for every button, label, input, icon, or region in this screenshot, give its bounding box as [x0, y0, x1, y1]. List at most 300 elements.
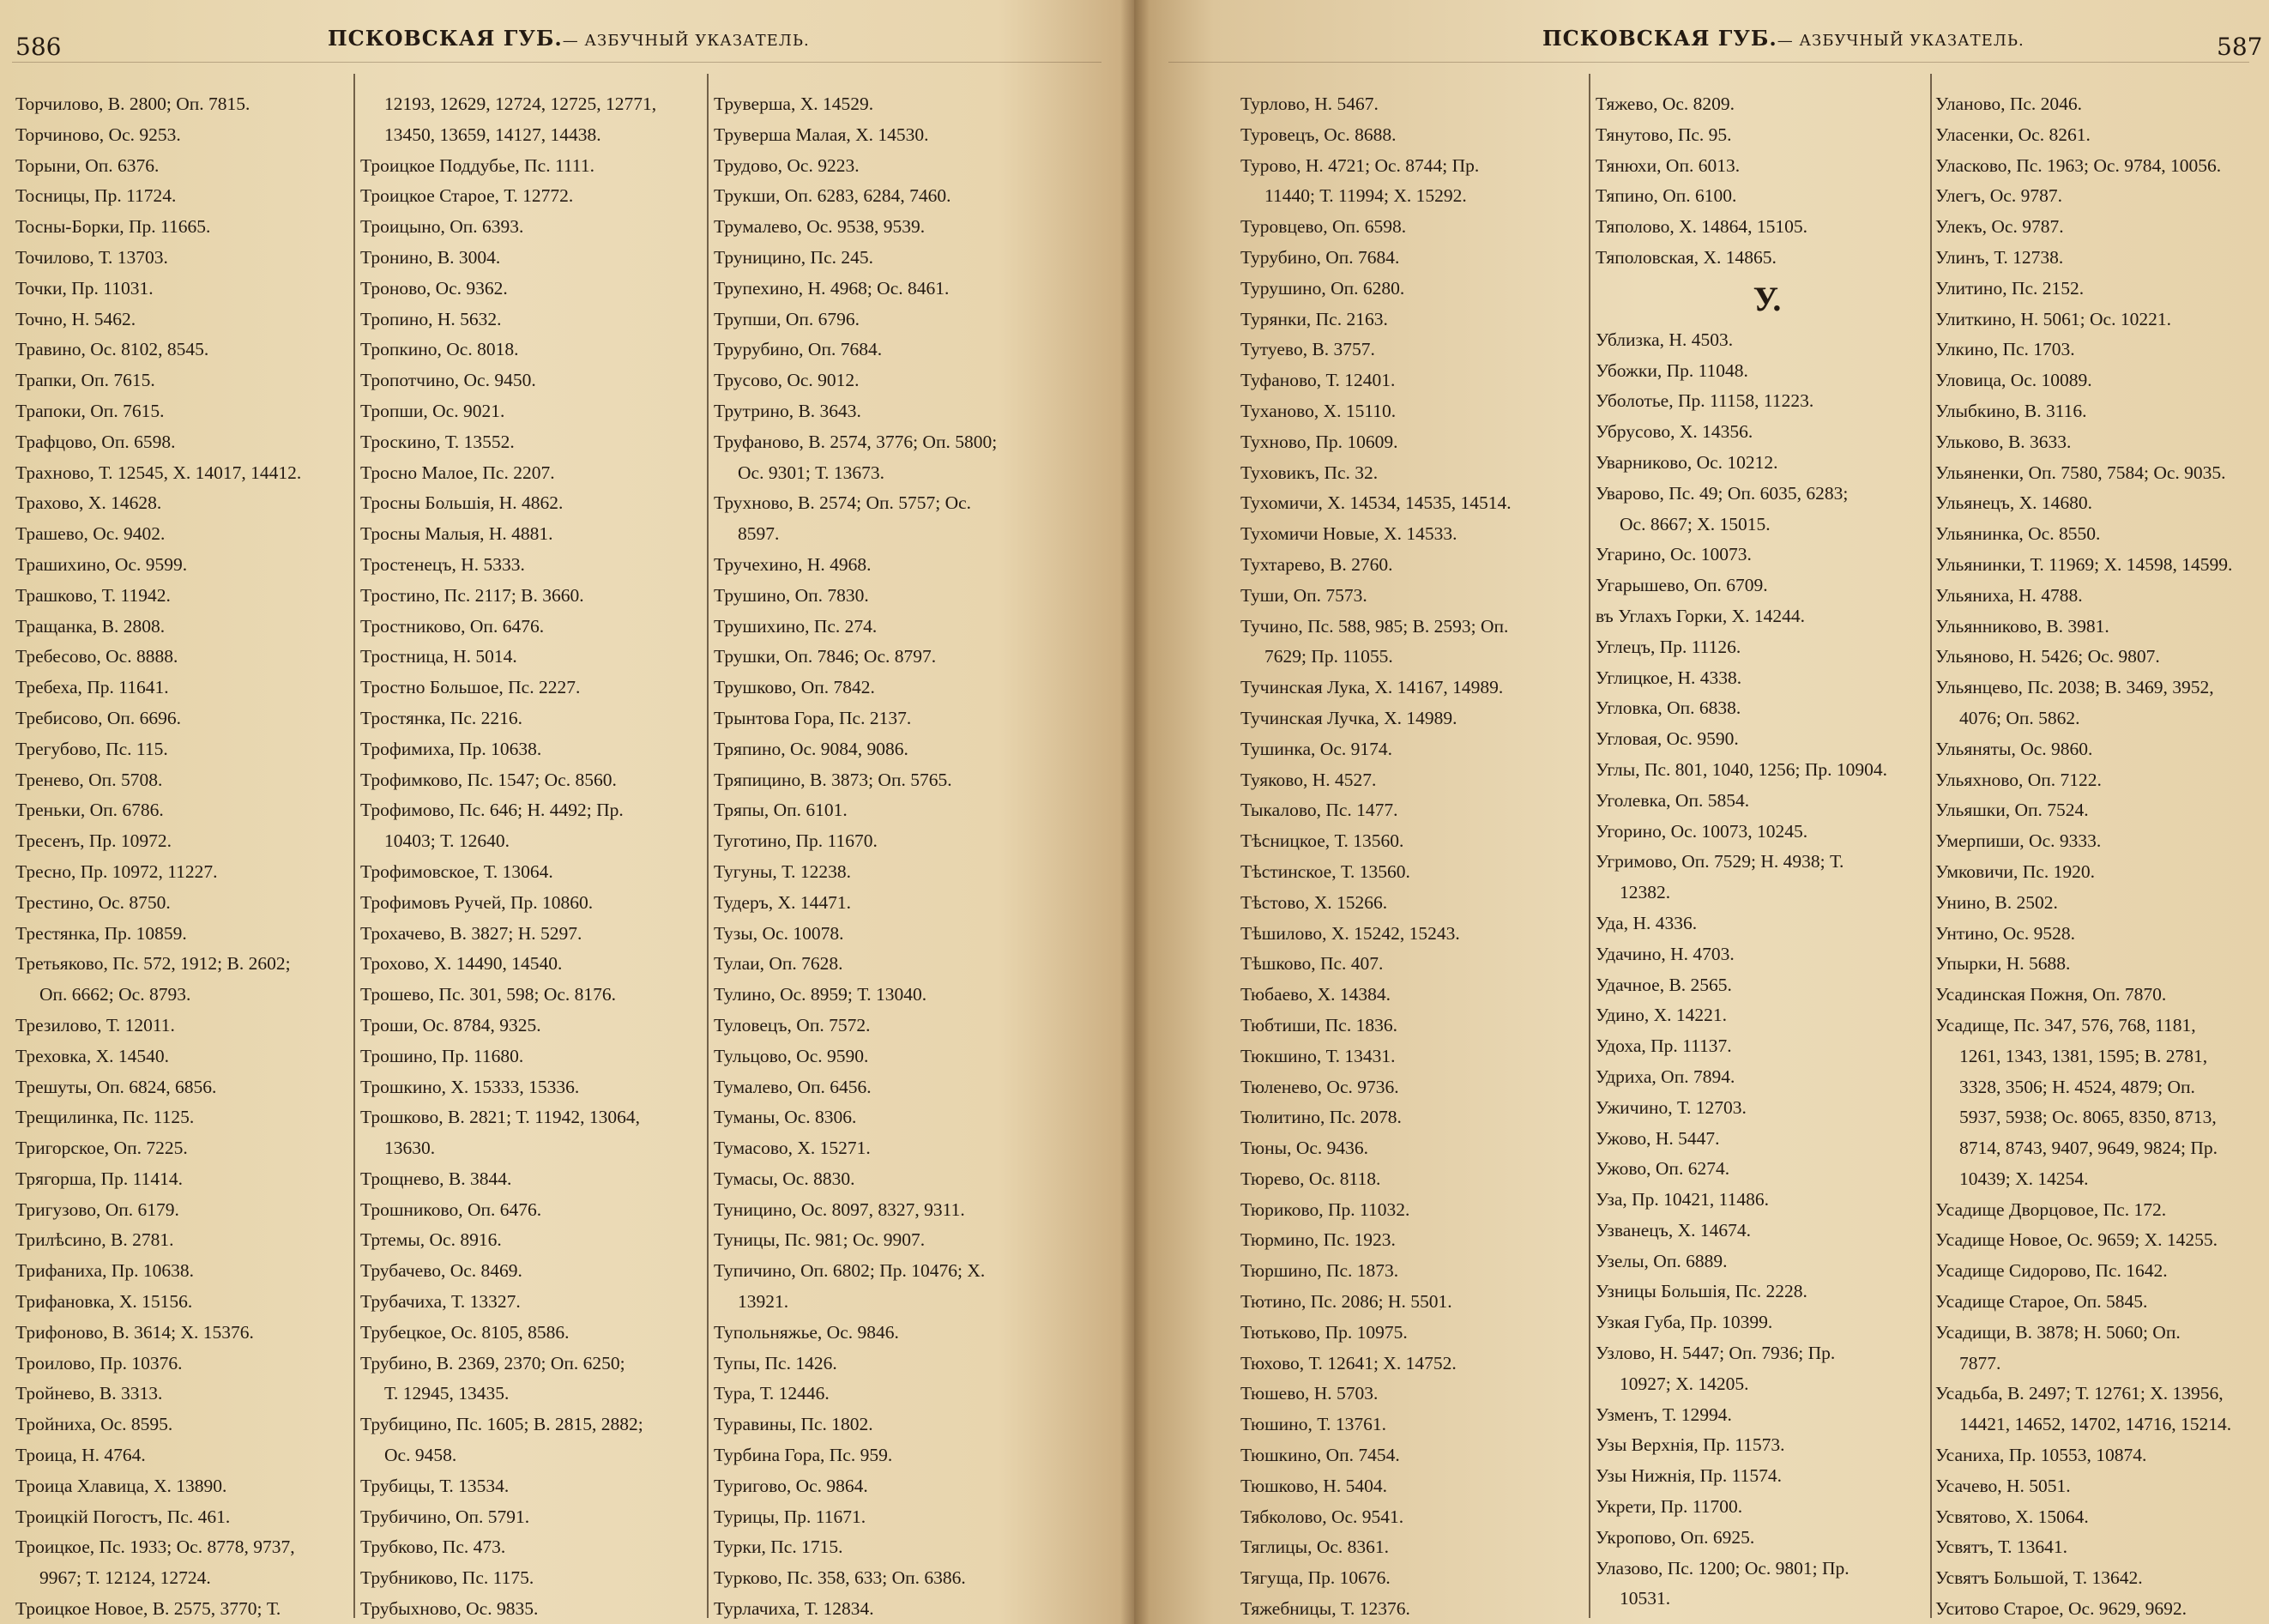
index-entry: Уголевка, Оп. 5854.	[1596, 789, 1750, 811]
index-entry: Турлачиха, Т. 12834.	[714, 1598, 874, 1620]
index-entry: Туяково, Н. 4527.	[1240, 769, 1377, 790]
index-entry: Узлово, Н. 5447; Оп. 7936; Пр.	[1596, 1343, 1836, 1364]
index-entry: Трифоново, В. 3614; Х. 15376.	[15, 1321, 254, 1343]
index-entry: Труницино, Пс. 245.	[714, 246, 874, 268]
index-entry: Усачево, Н. 5051.	[1935, 1475, 2071, 1496]
index-entry: Тяжево, Ос. 8209.	[1596, 94, 1735, 114]
index-entry: Улинъ, Т. 12738.	[1935, 246, 2064, 268]
index-entry: Тресенъ, Пр. 10972.	[15, 830, 172, 852]
index-entry: Трегубово, Пс. 115.	[15, 738, 168, 759]
index-entry: Турково, Пс. 358, 633; Оп. 6386.	[714, 1567, 966, 1589]
index-entry: Тюшево, Н. 5703.	[1240, 1383, 1379, 1404]
index-entry: Трапки, Оп. 7615.	[15, 370, 155, 391]
index-entry-continuation: 10927; Х. 14205.	[1620, 1373, 1749, 1394]
left-page	[0, 0, 1134, 1624]
index-entry: Тутуево, В. 3757.	[1240, 339, 1375, 360]
index-entry: Трешуты, Оп. 6824, 6856.	[15, 1076, 217, 1097]
index-entry: Троица Хлавица, Х. 13890.	[15, 1475, 227, 1496]
index-entry: Укрети, Пр. 11700.	[1596, 1496, 1743, 1518]
index-entry: Тучинская Лучка, Х. 14989.	[1240, 707, 1457, 728]
index-entry: Троши, Ос. 8784, 9325.	[360, 1014, 541, 1035]
index-entry: Усадьба, В. 2497; Т. 12761; Х. 13956,	[1935, 1383, 2224, 1404]
index-entry: Троицыно, Оп. 6393.	[360, 216, 524, 238]
index-entry: Угарино, Ос. 10073.	[1596, 544, 1752, 565]
index-entry: Трофимово, Пс. 646; Н. 4492; Пр.	[360, 800, 624, 821]
index-entry-continuation: 9967; Т. 12124, 12724.	[39, 1567, 211, 1589]
index-entry: Туловецъ, Оп. 7572.	[714, 1014, 871, 1035]
index-entry: Усадищи, В. 3878; Н. 5060; Оп.	[1935, 1321, 2181, 1343]
index-entry: Троицкое, Пс. 1933; Ос. 8778, 9737,	[15, 1536, 295, 1558]
index-entry: Удачное, В. 2565.	[1596, 974, 1732, 995]
index-entry: Тряпы, Оп. 6101.	[714, 800, 848, 821]
index-entry: Узванецъ, Х. 14674.	[1596, 1219, 1752, 1241]
index-entry: Троицкое Новое, В. 2575, 3770; Т.	[15, 1598, 281, 1620]
index-entry: Уда, Н. 4336.	[1596, 912, 1698, 933]
index-entry-continuation: 8597.	[738, 523, 780, 545]
page-number: 587	[2217, 33, 2263, 61]
index-entry: Тростно Большое, Пс. 2227.	[360, 677, 581, 698]
index-entry: Туханово, Х. 15110.	[1240, 400, 1397, 421]
index-entry: Требесово, Ос. 8888.	[15, 646, 178, 667]
index-entry: Удино, Х. 14221.	[1596, 1005, 1728, 1026]
index-entry: Улекъ, Ос. 9787.	[1935, 216, 2064, 238]
index-entry: Тюбтиши, Пс. 1836.	[1240, 1014, 1397, 1035]
index-entry: Туравины, Пс. 1802.	[714, 1414, 873, 1435]
index-entry-continuation: 12382.	[1620, 882, 1671, 903]
index-entry: Угорино, Ос. 10073, 10245.	[1596, 820, 1808, 842]
column-rule	[1589, 74, 1590, 1618]
index-entry: Трушихино, Пс. 274.	[714, 615, 878, 637]
index-entry: Трохово, Х. 14490, 14540.	[360, 953, 563, 975]
index-entry: Точно, Н. 5462.	[15, 308, 136, 329]
index-entry-continuation: 7629; Пр. 11055.	[1264, 646, 1393, 667]
index-entry: Туницы, Пс. 981; Ос. 9907.	[714, 1229, 926, 1251]
index-entry: Усвятово, Х. 15064.	[1935, 1506, 2089, 1527]
index-entry: Тяполовская, Х. 14865.	[1596, 246, 1777, 268]
index-entry: Туригово, Ос. 9864.	[714, 1475, 868, 1496]
index-entry: Тягуща, Пр. 10676.	[1240, 1567, 1391, 1589]
index-entry: Тосницы, Пр. 11724.	[15, 185, 177, 207]
index-entry: Треховка, Х. 14540.	[15, 1045, 169, 1066]
index-entry: Трощнево, В. 3844.	[360, 1168, 512, 1189]
index-entry: Трошино, Пр. 11680.	[360, 1045, 524, 1066]
index-entry: Трупехино, Н. 4968; Ос. 8461.	[714, 277, 950, 299]
index-entry-continuation: 13450, 13659, 14127, 14438.	[384, 124, 601, 145]
index-entry: Тюриково, Пр. 11032.	[1240, 1198, 1410, 1220]
index-entry: Трахново, Т. 12545, Х. 14017, 14412.	[15, 462, 302, 483]
index-entry: Точилово, Т. 13703.	[15, 246, 168, 268]
index-entry: Тузы, Ос. 10078.	[714, 922, 844, 944]
index-entry: Туготино, Пр. 11670.	[714, 830, 878, 852]
index-entry: Трошкино, Х. 15333, 15336.	[360, 1076, 580, 1097]
index-entry: Трохачево, В. 3827; Н. 5297.	[360, 922, 582, 944]
index-entry: Тюкшино, Т. 13431.	[1240, 1045, 1396, 1066]
index-entry: Троицкое Старое, Т. 12772.	[360, 185, 574, 207]
index-entry: Троицкое Поддубье, Пс. 1111.	[360, 154, 594, 176]
index-entry: Усаниха, Пр. 10553, 10874.	[1935, 1445, 2147, 1466]
index-entry: Трафцово, Оп. 6598.	[15, 431, 176, 452]
index-entry-continuation: 8714, 8743, 9407, 9649, 9824; Пр.	[1959, 1138, 2218, 1159]
index-entry: Умерпиши, Ос. 9333.	[1935, 830, 2102, 852]
index-entry: Тронино, В. 3004.	[360, 246, 501, 268]
index-column	[360, 89, 700, 1624]
index-entry: Троскино, Т. 13552.	[360, 431, 515, 452]
index-entry: Унтино, Ос. 9528.	[1935, 922, 2075, 944]
index-entry: Тюлитино, Пс. 2078.	[1240, 1107, 1402, 1128]
page-header	[328, 26, 810, 51]
index-entry: Трушково, Оп. 7842.	[714, 677, 875, 698]
index-entry: Тулино, Ос. 8959; Т. 13040.	[714, 984, 927, 1005]
index-entry: Трубицино, Пс. 1605; В. 2815, 2882;	[360, 1414, 643, 1435]
index-entry: Трещилинка, Пс. 1125.	[15, 1107, 195, 1128]
index-entry: Торчиново, Ос. 9253.	[15, 124, 181, 145]
index-entry-continuation: 4076; Оп. 5862.	[1959, 707, 2080, 728]
index-entry: Трашихино, Ос. 9599.	[15, 553, 188, 575]
index-entry: Трудово, Ос. 9223.	[714, 154, 860, 176]
index-entry: Улкино, Пс. 1703.	[1935, 339, 2075, 360]
index-entry-continuation: Ос. 8667; Х. 15015.	[1620, 513, 1771, 534]
index-entry: Турянки, Пс. 2163.	[1240, 308, 1388, 329]
index-entry: Тушинка, Ос. 9174.	[1240, 738, 1392, 759]
index-entry: Уварово, Пс. 49; Оп. 6035, 6283;	[1596, 482, 1849, 504]
index-entry: Трезилово, Т. 12011.	[15, 1014, 175, 1035]
index-entry: Узкая Губа, Пр. 10399.	[1596, 1312, 1773, 1333]
index-entry: Турубино, Оп. 7684.	[1240, 246, 1400, 268]
index-entry: Труфаново, В. 2574, 3776; Оп. 5800;	[714, 431, 998, 452]
index-entry-continuation: Т. 12945, 13435.	[384, 1383, 510, 1404]
index-entry-continuation: 10439; Х. 14254.	[1959, 1168, 2089, 1189]
index-entry: Ужово, Оп. 6274.	[1596, 1158, 1730, 1180]
index-entry: Турушино, Оп. 6280.	[1240, 277, 1405, 299]
index-entry: Тѣстово, Х. 15266.	[1240, 891, 1388, 913]
index-entry: Треньки, Оп. 6786.	[15, 800, 164, 821]
index-entry: Тюбаево, Х. 14384.	[1240, 984, 1391, 1005]
index-entry: Тѣшково, Пс. 407.	[1240, 953, 1384, 975]
index-entry: Тряпицино, В. 3873; Оп. 5765.	[714, 769, 952, 790]
index-entry: Тручехино, Н. 4968.	[714, 553, 872, 575]
index-entry: Турки, Пс. 1715.	[714, 1536, 843, 1558]
index-entry: Трынтова Гора, Пс. 2137.	[714, 707, 912, 728]
index-entry: Тюрмино, Пс. 1923.	[1240, 1229, 1396, 1251]
column-rule	[707, 74, 709, 1618]
index-column	[1596, 89, 1932, 1615]
index-entry: Тренево, Оп. 5708.	[15, 769, 163, 790]
index-entry: Удачино, Н. 4703.	[1596, 943, 1735, 964]
index-column	[1935, 89, 2263, 1624]
index-entry: Углецъ, Пр. 11126.	[1596, 636, 1741, 657]
index-column	[15, 89, 343, 1624]
index-entry: Удоха, Пр. 11137.	[1596, 1035, 1732, 1057]
index-entry: Трубичино, Оп. 5791.	[360, 1506, 530, 1527]
index-entry: Трошково, В. 2821; Т. 11942, 13064,	[360, 1107, 640, 1128]
index-entry-continuation: Ос. 9301; Т. 13673.	[738, 462, 885, 483]
index-entry: Тулаи, Оп. 7628.	[714, 953, 843, 975]
index-entry: Тюны, Ос. 9436.	[1240, 1138, 1369, 1159]
index-entry-continuation: 7877.	[1959, 1352, 2001, 1373]
index-entry: Трестянка, Пр. 10859.	[15, 922, 187, 944]
index-entry: Трусово, Ос. 9012.	[714, 370, 860, 391]
header-subtitle: — АЗБУЧНЫЙ УКАЗАТЕЛЬ.	[1777, 32, 2025, 50]
index-entry: Уловица, Ос. 10089.	[1935, 370, 2092, 391]
index-entry: Туницино, Ос. 8097, 8327, 9311.	[714, 1198, 965, 1220]
index-entry: Усадище Старое, Оп. 5845.	[1935, 1291, 2148, 1313]
index-entry: Тугуны, Т. 12238.	[714, 860, 851, 882]
index-entry: Трофимовское, Т. 13064.	[360, 860, 553, 882]
index-entry: Трубецкое, Ос. 8105, 8586.	[360, 1321, 570, 1343]
column-rule	[1930, 74, 1932, 1618]
index-entry: Тращанка, В. 2808.	[15, 615, 166, 637]
right-page	[1134, 0, 2269, 1624]
index-entry: Уварниково, Ос. 10212.	[1596, 451, 1778, 473]
index-entry: Трупши, Оп. 6796.	[714, 308, 860, 329]
index-entry: Усадище Дворцовое, Пс. 172.	[1935, 1198, 2167, 1220]
index-entry: Узы Верхнія, Пр. 11573.	[1596, 1434, 1785, 1456]
index-entry: Трухново, В. 2574; Оп. 5757; Ос.	[714, 492, 972, 514]
index-entry: Убожки, Пр. 11048.	[1596, 359, 1748, 381]
index-entry: Ульянинка, Ос. 8550.	[1935, 523, 2101, 545]
index-entry: Турбина Гора, Пс. 959.	[714, 1445, 893, 1466]
index-entry: Тростница, Н. 5014.	[360, 646, 517, 667]
index-entry: Уласенки, Ос. 8261.	[1935, 124, 2091, 145]
index-entry: Тупольняжье, Ос. 9846.	[714, 1321, 899, 1343]
index-entry-continuation: 12193, 12629, 12724, 12725, 12771,	[384, 94, 657, 114]
index-entry: Трубачево, Ос. 8469.	[360, 1260, 522, 1282]
index-entry: Тюленево, Ос. 9736.	[1240, 1076, 1399, 1097]
index-entry: Узы Нижнія, Пр. 11574.	[1596, 1465, 1783, 1487]
index-entry: Турлово, Н. 5467.	[1240, 94, 1379, 114]
index-entry: Тригорское, Оп. 7225.	[15, 1138, 188, 1159]
index-entry: Трукши, Оп. 6283, 6284, 7460.	[714, 185, 951, 207]
index-entry: Тростино, Пс. 2117; В. 3660.	[360, 584, 584, 606]
index-entry: Улыбкино, В. 3116.	[1935, 400, 2087, 421]
column-rule	[353, 74, 355, 1618]
index-entry: Трумалево, Ос. 9538, 9539.	[714, 216, 926, 238]
index-entry: Тюшкино, Оп. 7454.	[1240, 1445, 1400, 1466]
index-entry: Тройнево, В. 3313.	[15, 1383, 163, 1404]
header-subtitle: — АЗБУЧНЫЙ УКАЗАТЕЛЬ.	[562, 32, 810, 50]
index-entry: Тухомичи Новые, Х. 14533.	[1240, 523, 1457, 545]
index-entry: Трушино, Оп. 7830.	[714, 584, 869, 606]
index-entry: Тучино, Пс. 588, 985; В. 2593; Оп.	[1240, 615, 1509, 637]
page-header	[1542, 26, 2025, 51]
index-entry: Требисово, Оп. 6696.	[15, 707, 182, 728]
index-entry: Углицкое, Н. 4338.	[1596, 667, 1742, 688]
index-entry-continuation: 10531.	[1620, 1588, 1671, 1609]
index-entry: Трубково, Пс. 473.	[360, 1536, 506, 1558]
index-entry: Труверша, Х. 14529.	[714, 94, 874, 114]
header-title: ПСКОВСКАЯ ГУБ.	[1542, 26, 1777, 51]
index-entry: Узменъ, Т. 12994.	[1596, 1404, 1732, 1425]
index-entry: Ульянниково, В. 3981.	[1935, 615, 2109, 637]
index-entry: Ульяхново, Оп. 7122.	[1935, 769, 2102, 790]
index-entry: Тянутово, Пс. 95.	[1596, 124, 1732, 145]
index-entry: Тяглицы, Ос. 8361.	[1240, 1536, 1390, 1558]
index-entry: Троицкій Погостъ, Пс. 461.	[15, 1506, 231, 1527]
index-entry: Узницы Большія, Пс. 2228.	[1596, 1281, 1807, 1302]
index-entry: Ульяненки, Оп. 7580, 7584; Ос. 9035.	[1935, 462, 2226, 483]
index-entry: Тосны-Борки, Пр. 11665.	[15, 216, 211, 238]
index-entry: Третьяково, Пс. 572, 1912; В. 2602;	[15, 953, 291, 975]
index-entry: Тяполово, Х. 14864, 15105.	[1596, 216, 1808, 238]
section-letter: У.	[1753, 279, 1782, 318]
index-entry: Ужичино, Т. 12703.	[1596, 1096, 1747, 1118]
index-entry: Умковичи, Пс. 1920.	[1935, 860, 2095, 882]
index-entry: Туши, Оп. 7573.	[1240, 584, 1367, 606]
index-entry: Тряпино, Ос. 9084, 9086.	[714, 738, 908, 759]
index-entry: Тюшино, Т. 13761.	[1240, 1414, 1387, 1435]
index-entry: Трубниково, Пс. 1175.	[360, 1567, 534, 1589]
index-entry: Троново, Ос. 9362.	[360, 277, 508, 299]
index-entry: Трубицы, Т. 13534.	[360, 1475, 510, 1496]
index-entry: Туманы, Ос. 8306.	[714, 1107, 857, 1128]
index-entry: Ульково, В. 3633.	[1935, 431, 2072, 452]
index-column	[714, 89, 1091, 1624]
index-entry: Тртемы, Ос. 8916.	[360, 1229, 502, 1251]
index-entry: Тросны Большія, Н. 4862.	[360, 492, 564, 514]
index-entry: Уболотье, Пр. 11158, 11223.	[1596, 390, 1814, 412]
index-entry: Туховикъ, Пс. 32.	[1240, 462, 1379, 483]
index-entry: Усадище, Пс. 347, 576, 768, 1181,	[1935, 1014, 2196, 1035]
index-entry: Улазово, Пс. 1200; Ос. 9801; Пр.	[1596, 1557, 1850, 1579]
index-entry-continuation: 13630.	[384, 1138, 436, 1159]
index-entry: Торыни, Оп. 6376.	[15, 154, 160, 176]
index-entry: Трубачиха, Т. 13327.	[360, 1291, 521, 1313]
index-entry: Трашково, Т. 11942.	[15, 584, 171, 606]
index-entry: Тропино, Н. 5632.	[360, 308, 502, 329]
index-entry: Тѣсницкое, Т. 13560.	[1240, 830, 1404, 852]
index-entry: Тѣшилово, Х. 15242, 15243.	[1240, 922, 1460, 944]
index-entry: Тюрево, Ос. 8118.	[1240, 1168, 1381, 1189]
index-entry: Уза, Пр. 10421, 11486.	[1596, 1189, 1769, 1210]
index-entry: Уланово, Пс. 2046.	[1935, 94, 2083, 114]
index-entry: Улитино, Пс. 2152.	[1935, 277, 2085, 299]
index-entry: Удриха, Оп. 7894.	[1596, 1066, 1735, 1087]
index-entry: Тумасово, Х. 15271.	[714, 1138, 871, 1159]
index-entry: Тучинская Лука, Х. 14167, 14989.	[1240, 677, 1504, 698]
index-entry: Тросно Малое, Пс. 2207.	[360, 462, 555, 483]
index-entry: Ублизка, Н. 4503.	[1596, 329, 1734, 350]
index-entry-continuation: Ос. 9458.	[384, 1445, 457, 1466]
index-entry-continuation: 11440; Т. 11994; Х. 15292.	[1264, 185, 1467, 207]
index-entry: Трубино, В. 2369, 2370; Оп. 6250;	[360, 1352, 625, 1373]
index-entry: Угарышево, Оп. 6709.	[1596, 575, 1768, 596]
index-entry: Усадище Новое, Ос. 9659; Х. 14255.	[1935, 1229, 2218, 1251]
index-entry-continuation: 10403; Т. 12640.	[384, 830, 510, 852]
index-entry: Угловая, Ос. 9590.	[1596, 728, 1739, 750]
index-entry: Трягорша, Пр. 11414.	[15, 1168, 183, 1189]
index-entry: Углы, Пс. 801, 1040, 1256; Пр. 10904.	[1596, 758, 1888, 780]
index-entry: Убрусово, Х. 14356.	[1596, 421, 1753, 443]
index-entry: Усвятъ Большой, Т. 13642.	[1935, 1567, 2143, 1589]
index-entry: Тригузово, Оп. 6179.	[15, 1198, 179, 1220]
index-entry: Усадинская Пожня, Оп. 7870.	[1935, 984, 2167, 1005]
index-entry: Упырки, Н. 5688.	[1935, 953, 2071, 975]
index-entry: Трурубино, Оп. 7684.	[714, 339, 883, 360]
index-entry: Трапоки, Оп. 7615.	[15, 400, 165, 421]
index-entry: Труверша Малая, Х. 14530.	[714, 124, 929, 145]
index-entry: Тѣстинское, Т. 13560.	[1240, 860, 1410, 882]
book-gutter	[1120, 0, 1150, 1624]
index-entry: Ульянинки, Т. 11969; Х. 14598, 14599.	[1935, 553, 2233, 575]
index-entry: Турицы, Пр. 11671.	[714, 1506, 866, 1527]
index-entry: Туровецъ, Ос. 8688.	[1240, 124, 1397, 145]
index-entry: Тресно, Пр. 10972, 11227.	[15, 860, 218, 882]
index-entry: Угловка, Оп. 6838.	[1596, 697, 1741, 719]
page-number: 586	[15, 33, 62, 61]
index-entry: Тютьково, Пр. 10975.	[1240, 1321, 1408, 1343]
index-entry-continuation: 3328, 3506; Н. 4524, 4879; Оп.	[1959, 1076, 2195, 1097]
index-entry: Тютино, Пс. 2086; Н. 5501.	[1240, 1291, 1452, 1313]
index-entry: Трошниково, Оп. 6476.	[360, 1198, 542, 1220]
index-entry: Трошево, Пс. 301, 598; Ос. 8176.	[360, 984, 617, 1005]
index-entry: Ульяниха, Н. 4788.	[1935, 584, 2083, 606]
index-entry: Тюхово, Т. 12641; Х. 14752.	[1240, 1352, 1457, 1373]
header-rule	[1168, 62, 2249, 63]
index-entry: Тростниково, Оп. 6476.	[360, 615, 545, 637]
index-entry: Ульянецъ, Х. 14680.	[1935, 492, 2093, 514]
index-entry: въ Углахъ Горки, Х. 14244.	[1596, 605, 1806, 626]
index-entry: Травино, Ос. 8102, 8545.	[15, 339, 209, 360]
index-entry: Тухтарево, В. 2760.	[1240, 553, 1393, 575]
index-entry: Тюршино, Пс. 1873.	[1240, 1260, 1399, 1282]
index-entry: Тростенецъ, Н. 5333.	[360, 553, 525, 575]
index-entry: Трилѣсино, В. 2781.	[15, 1229, 174, 1251]
index-entry: Улегъ, Ос. 9787.	[1935, 185, 2062, 207]
index-entry: Точки, Пр. 11031.	[15, 277, 154, 299]
index-entry: Ульяняты, Ос. 9860.	[1935, 738, 2093, 759]
index-entry: Тухново, Пр. 10609.	[1240, 431, 1398, 452]
index-entry-continuation: 13921.	[738, 1291, 789, 1313]
index-entry: Тумасы, Ос. 8830.	[714, 1168, 855, 1189]
index-entry: Тростянка, Пс. 2216.	[360, 707, 523, 728]
index-entry: Трофимовъ Ручей, Пр. 10860.	[360, 891, 594, 913]
index-entry: Тудеръ, Х. 14471.	[714, 891, 851, 913]
index-entry: Трутрино, В. 3643.	[714, 400, 861, 421]
index-entry: Ульяново, Н. 5426; Ос. 9807.	[1935, 646, 2160, 667]
index-entry: Турово, Н. 4721; Ос. 8744; Пр.	[1240, 154, 1480, 176]
index-entry: Троилово, Пр. 10376.	[15, 1352, 183, 1373]
index-entry: Тыкалово, Пс. 1477.	[1240, 800, 1398, 821]
index-entry: Тупичино, Оп. 6802; Пр. 10476; Х.	[714, 1260, 986, 1282]
index-entry: Улиткино, Н. 5061; Ос. 10221.	[1935, 308, 2171, 329]
index-entry-continuation: Оп. 6662; Ос. 8793.	[39, 984, 191, 1005]
header-title: ПСКОВСКАЯ ГУБ.	[328, 26, 563, 51]
index-entry: Усадище Сидорово, Пс. 1642.	[1935, 1260, 2168, 1282]
index-entry: Тульцово, Ос. 9590.	[714, 1045, 869, 1066]
index-entry: Тухомичи, Х. 14534, 14535, 14514.	[1240, 492, 1512, 514]
index-entry: Трашево, Ос. 9402.	[15, 523, 166, 545]
index-entry: Укропово, Оп. 6925.	[1596, 1526, 1755, 1548]
index-entry-continuation: 5937, 5938; Ос. 8065, 8350, 8713,	[1959, 1107, 2217, 1128]
index-entry: Трифановка, Х. 15156.	[15, 1291, 193, 1313]
index-entry: Уситово Старое, Ос. 9629, 9692.	[1935, 1598, 2187, 1620]
index-entry: Туфаново, Т. 12401.	[1240, 370, 1396, 391]
index-entry: Ульянцево, Пс. 2038; В. 3469, 3952,	[1935, 677, 2214, 698]
index-entry: Тюшково, Н. 5404.	[1240, 1475, 1387, 1496]
index-entry: Усвятъ, Т. 13641.	[1935, 1536, 2068, 1558]
index-entry: Тропши, Ос. 9021.	[360, 400, 505, 421]
index-column	[1240, 89, 1584, 1624]
index-entry: Трушки, Оп. 7846; Ос. 8797.	[714, 646, 937, 667]
index-entry: Трофимково, Пс. 1547; Ос. 8560.	[360, 769, 617, 790]
index-entry: Трифаниха, Пр. 10638.	[15, 1260, 194, 1282]
index-entry: Тропкино, Ос. 8018.	[360, 339, 519, 360]
index-entry: Угримово, Оп. 7529; Н. 4938; Т.	[1596, 851, 1844, 872]
index-entry-continuation: 1261, 1343, 1381, 1595; В. 2781,	[1959, 1045, 2208, 1066]
index-entry: Торчилово, В. 2800; Оп. 7815.	[15, 94, 250, 114]
index-entry: Тяжебницы, Т. 12376.	[1240, 1598, 1410, 1620]
index-entry: Требеха, Пр. 11641.	[15, 677, 169, 698]
